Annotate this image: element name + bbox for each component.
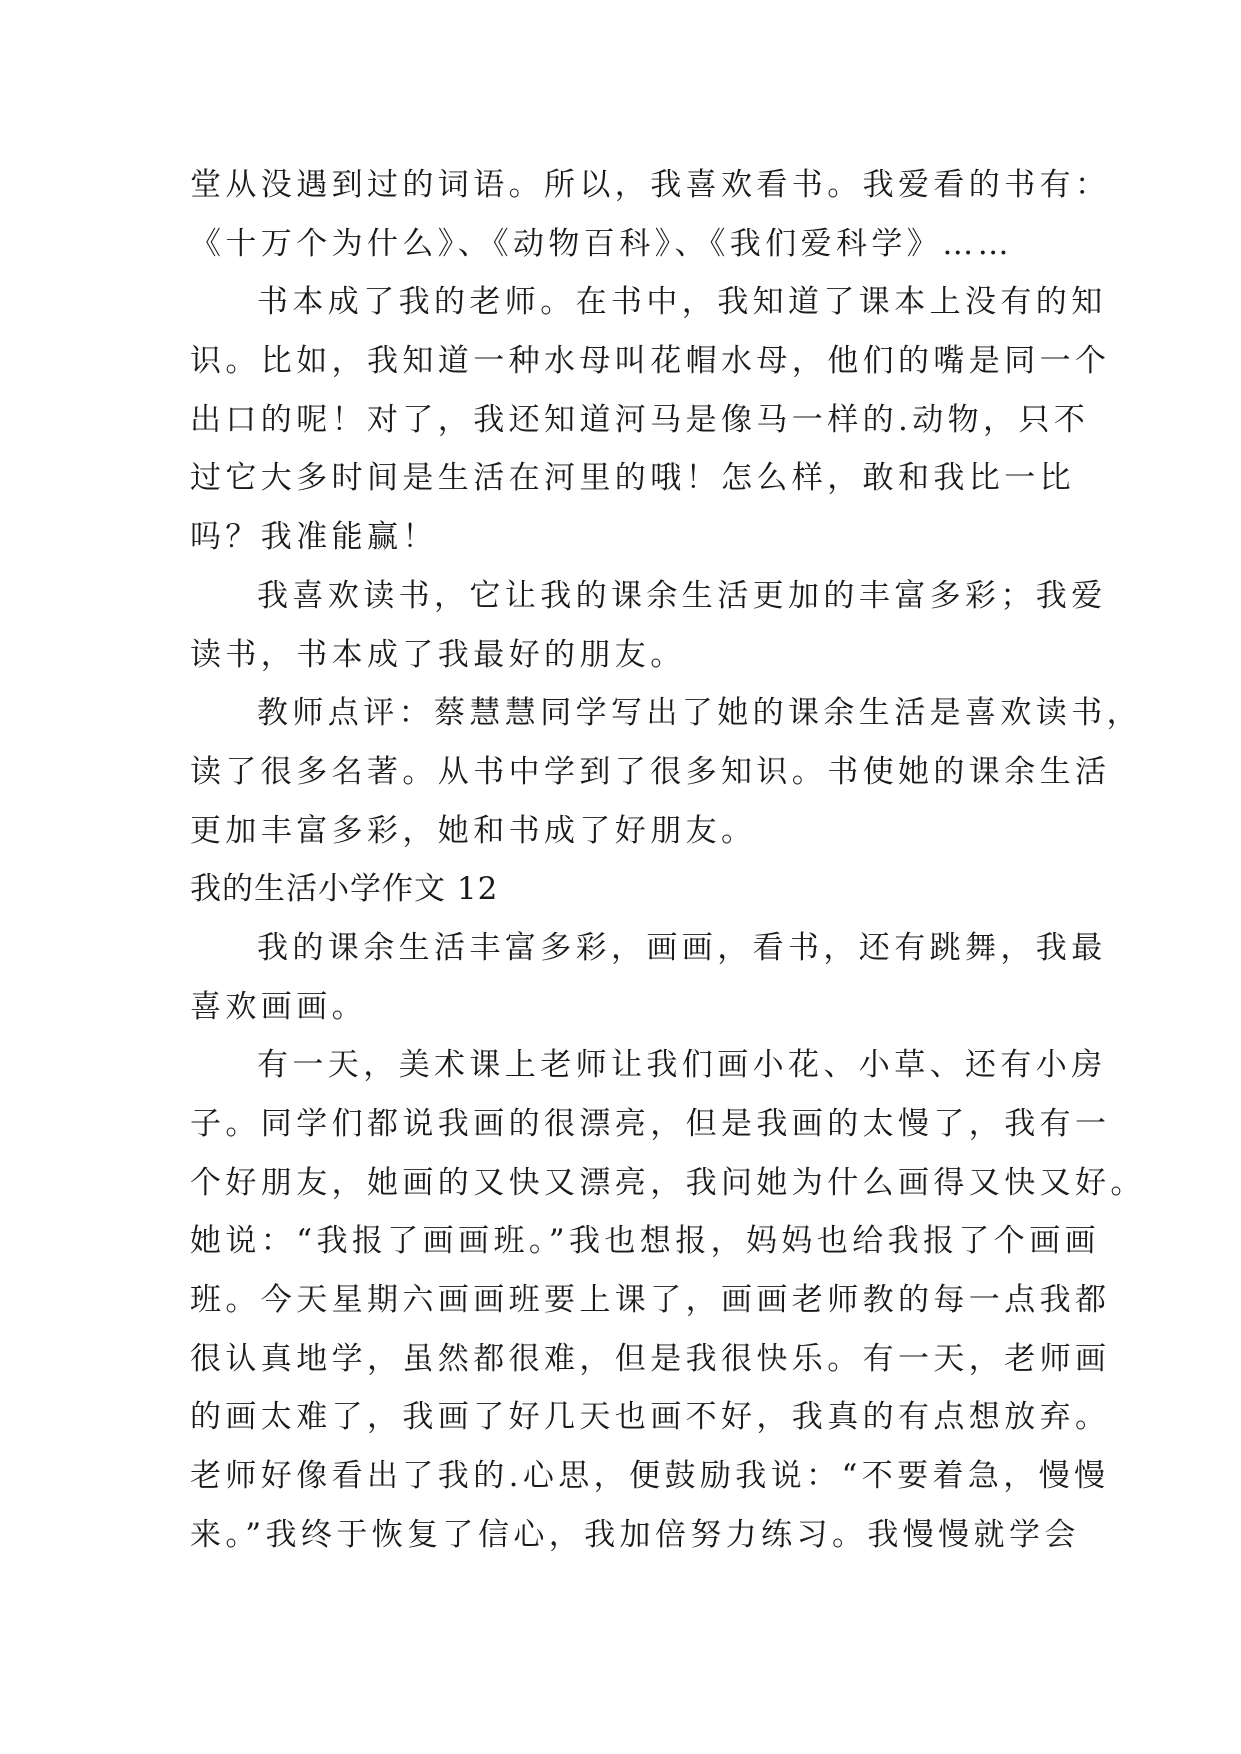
text-line: 她说：“我报了画画班。”我也想报，妈妈也给我报了个画画 [190, 1223, 1100, 1260]
text-line: 很认真地学，虽然都很难，但是我很快乐。有一天，老师画 [190, 1340, 1111, 1377]
text-line: 喜欢画画。 [190, 988, 367, 1025]
text-line: 班。今天星期六画画班要上课了，画画老师教的每一点我都 [190, 1282, 1111, 1319]
essay-heading: 我的生活小学作文 12 [190, 871, 499, 908]
text-line: 老师好像看出了我的.心思，便鼓励我说：“不要着急，慢慢 [190, 1458, 1110, 1495]
paragraph-start-line: 书本成了我的老师。在书中，我知道了课本上没有的知 [257, 284, 1107, 321]
text-line: 读书，书本成了我最好的朋友。 [190, 636, 686, 673]
paragraph-start-line: 我喜欢读书，它让我的课余生活更加的丰富多彩；我爱 [257, 577, 1107, 614]
document-page [190, 156, 1146, 1565]
text-line: 更加丰富多彩，她和书成了好朋友。 [190, 812, 757, 849]
text-line: 出口的呢！对了，我还知道河马是像马一样的.动物，只不 [190, 401, 1090, 438]
text-line: 来。”我终于恢复了信心，我加倍努力练习。我慢慢就学会 [190, 1516, 1080, 1553]
paragraph-start-line: 有一天，美术课上老师让我们画小花、小草、还有小房 [257, 1047, 1107, 1084]
text-line: 堂从没遇到过的词语。所以，我喜欢看书。我爱看的书有： [190, 167, 1111, 203]
text-line: 的画太难了，我画了好几天也画不好，我真的有点想放弃。 [190, 1399, 1111, 1436]
text-line: 子。同学们都说我画的很漂亮，但是我画的太慢了，我有一 [190, 1106, 1111, 1142]
text-line: 《十万个为什么》、《动物百科》、《我们爱科学》…… [190, 225, 1013, 262]
teacher-comment-line: 教师点评：蔡慧慧同学写出了她的课余生活是喜欢读书， [257, 695, 1142, 732]
paragraph-start-line: 我的课余生活丰富多彩，画画，看书，还有跳舞，我最 [257, 929, 1107, 966]
text-line: 吗？我准能赢！ [190, 519, 438, 556]
text-line: 过它大多时间是生活在河里的哦！怎么样，敢和我比一比 [190, 460, 1075, 497]
text-line: 个好朋友，她画的又快又漂亮，我问她为什么画得又快又好。 [190, 1164, 1146, 1201]
text-line: 识。比如，我知道一种水母叫花帽水母，他们的嘴是同一个 [190, 343, 1111, 380]
text-line: 读了很多名著。从书中学到了很多知识。书使她的课余生活 [190, 753, 1111, 790]
